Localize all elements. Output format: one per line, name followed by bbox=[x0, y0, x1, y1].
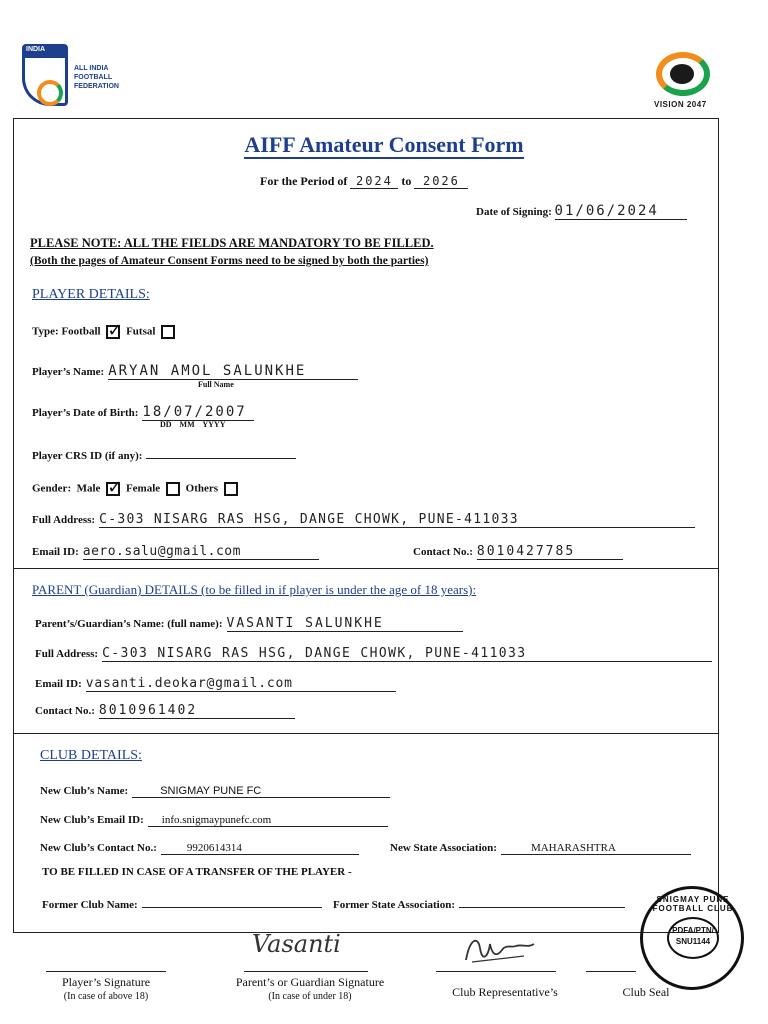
type-row: Type: Football ✓ Futsal bbox=[32, 325, 178, 339]
player-signature-label: Player’s Signature bbox=[61, 975, 151, 989]
former-club-field[interactable] bbox=[142, 896, 322, 908]
vision-text: VISION 2047 bbox=[654, 100, 707, 109]
mandatory-note: PLEASE NOTE: ALL THE FIELDS ARE MANDATORY TO BE FILLED. bbox=[30, 236, 434, 250]
crs-row: Player CRS ID (if any): bbox=[32, 446, 296, 464]
player-name-field[interactable]: ARYAN AMOL SALUNKHE bbox=[108, 363, 358, 380]
parent-signature-line[interactable] bbox=[244, 971, 368, 972]
player-signature-sub: (In case of above 18) bbox=[63, 991, 149, 1002]
football-checkbox[interactable] bbox=[106, 325, 120, 339]
parent-name-row: Parent’s/Guardian’s Name: (full name): VASANTI SALUNKHE bbox=[35, 614, 463, 632]
club-rep-signature-label: Club Representative’s bbox=[452, 985, 558, 999]
gender-row: Gender: Male ✓ Female Others bbox=[32, 482, 241, 496]
former-club-row: Former Club Name: bbox=[42, 895, 322, 913]
club-name-row: New Club’s Name: SNIGMAY PUNE FC bbox=[40, 781, 390, 799]
signing-note: (Both the pages of Amateur Consent Forms need to be signed by both the parties) bbox=[30, 255, 429, 267]
transfer-note: TO BE FILLED IN CASE OF A TRANSFER OF THE PLAYER - bbox=[42, 866, 352, 878]
parent-name-field[interactable]: VASANTI SALUNKHE bbox=[227, 616, 463, 632]
parent-contact-row: Contact No.: 8010961402 bbox=[35, 701, 295, 719]
futsal-checkbox[interactable] bbox=[161, 325, 175, 339]
date-of-signing[interactable]: 01/06/2024 bbox=[555, 203, 687, 220]
player-section-title: PLAYER DETAILS: bbox=[32, 287, 150, 302]
full-name-hint: Full Name bbox=[198, 380, 234, 389]
club-contact-field[interactable]: 9920614314 bbox=[161, 842, 359, 855]
club-email-row: New Club’s Email ID: info.snigmaypunefc.com bbox=[40, 810, 388, 828]
club-seal-stamp bbox=[640, 886, 744, 990]
club-seal-line bbox=[586, 971, 636, 972]
parent-email-row: Email ID: vasanti.deokar@gmail.com bbox=[35, 674, 396, 692]
club-name-field[interactable]: SNIGMAY PUNE FC bbox=[132, 785, 390, 798]
state-association-row: New State Association: MAHARASHTRA bbox=[390, 838, 691, 856]
state-association-field[interactable]: MAHARASHTRA bbox=[501, 842, 691, 855]
player-email-row: Email ID: aero.salu@gmail.com bbox=[32, 542, 319, 560]
parent-signature-mark: Vasanti bbox=[252, 930, 341, 958]
parent-contact-field[interactable]: 8010961402 bbox=[99, 703, 295, 719]
club-section-title: CLUB DETAILS: bbox=[40, 748, 142, 763]
dob-row: Player’s Date of Birth: 18/07/2007 bbox=[32, 403, 254, 421]
club-seal-label: Club Seal bbox=[622, 985, 670, 999]
aiff-name: ALL INDIA FOOTBALL FEDERATION bbox=[74, 65, 119, 90]
parent-address-row: Full Address: C-303 NISARG RAS HSG, DANGE CHOWK, PUNE-411033 bbox=[35, 644, 712, 662]
former-state-row: Former State Association: bbox=[333, 895, 625, 913]
seal-inner: PDFA/PTN/ SNU1144 bbox=[667, 917, 719, 959]
former-state-field[interactable] bbox=[459, 896, 625, 908]
parent-email-field[interactable]: vasanti.deokar@gmail.com bbox=[86, 676, 396, 692]
divider-parent bbox=[13, 568, 719, 569]
crs-field[interactable] bbox=[146, 447, 296, 459]
aiff-logo bbox=[22, 44, 162, 110]
club-email-field[interactable]: info.snigmaypunefc.com bbox=[148, 814, 388, 827]
period-row: For the Period of 2024 to 2026 bbox=[260, 174, 468, 189]
player-signature-line[interactable] bbox=[46, 971, 166, 972]
vision-2047-logo bbox=[648, 50, 722, 114]
period-from[interactable]: 2024 bbox=[350, 174, 398, 189]
player-address-field[interactable]: C-303 NISARG RAS HSG, DANGE CHOWK, PUNE-411033 bbox=[99, 512, 695, 528]
player-name-row: Player’s Name: ARYAN AMOL SALUNKHE bbox=[32, 362, 358, 380]
aiff-shield-icon bbox=[22, 44, 68, 106]
period-to[interactable]: 2026 bbox=[414, 174, 468, 189]
seal-ring-text: SNIGMAY PUNE FOOTBALL CLUB bbox=[652, 895, 734, 913]
male-checkbox[interactable] bbox=[106, 482, 120, 496]
player-email-field[interactable]: aero.salu@gmail.com bbox=[83, 544, 319, 560]
player-address-row: Full Address: C-303 NISARG RAS HSG, DANGE CHOWK, PUNE-411033 bbox=[32, 510, 695, 528]
date-of-signing-row: Date of Signing: 01/06/2024 bbox=[476, 203, 687, 220]
player-contact-field[interactable]: 8010427785 bbox=[477, 544, 623, 560]
female-checkbox[interactable] bbox=[166, 482, 180, 496]
club-rep-signature-line[interactable] bbox=[436, 971, 556, 972]
dob-hint: DD MM YYYY bbox=[160, 420, 226, 429]
club-contact-row: New Club’s Contact No.: 9920614314 bbox=[40, 838, 359, 856]
parent-signature-sub: (In case of under 18) bbox=[268, 991, 352, 1002]
form-title: AIFF Amateur Consent Form bbox=[244, 132, 524, 157]
parent-signature-label: Parent’s or Guardian Signature bbox=[235, 975, 385, 989]
club-rep-signature-mark bbox=[460, 932, 540, 973]
dob-field[interactable]: 18/07/2007 bbox=[142, 404, 254, 421]
others-checkbox[interactable] bbox=[224, 482, 238, 496]
aiff-shield-tag: INDIA bbox=[26, 46, 46, 53]
parent-address-field[interactable]: C-303 NISARG RAS HSG, DANGE CHOWK, PUNE-411033 bbox=[102, 646, 712, 662]
parent-section-title: PARENT (Guardian) DETAILS (to be filled in if player is under the age of 18 years): bbox=[32, 582, 477, 597]
player-contact-row: Contact No.: 8010427785 bbox=[413, 542, 623, 560]
divider-club bbox=[13, 733, 719, 734]
